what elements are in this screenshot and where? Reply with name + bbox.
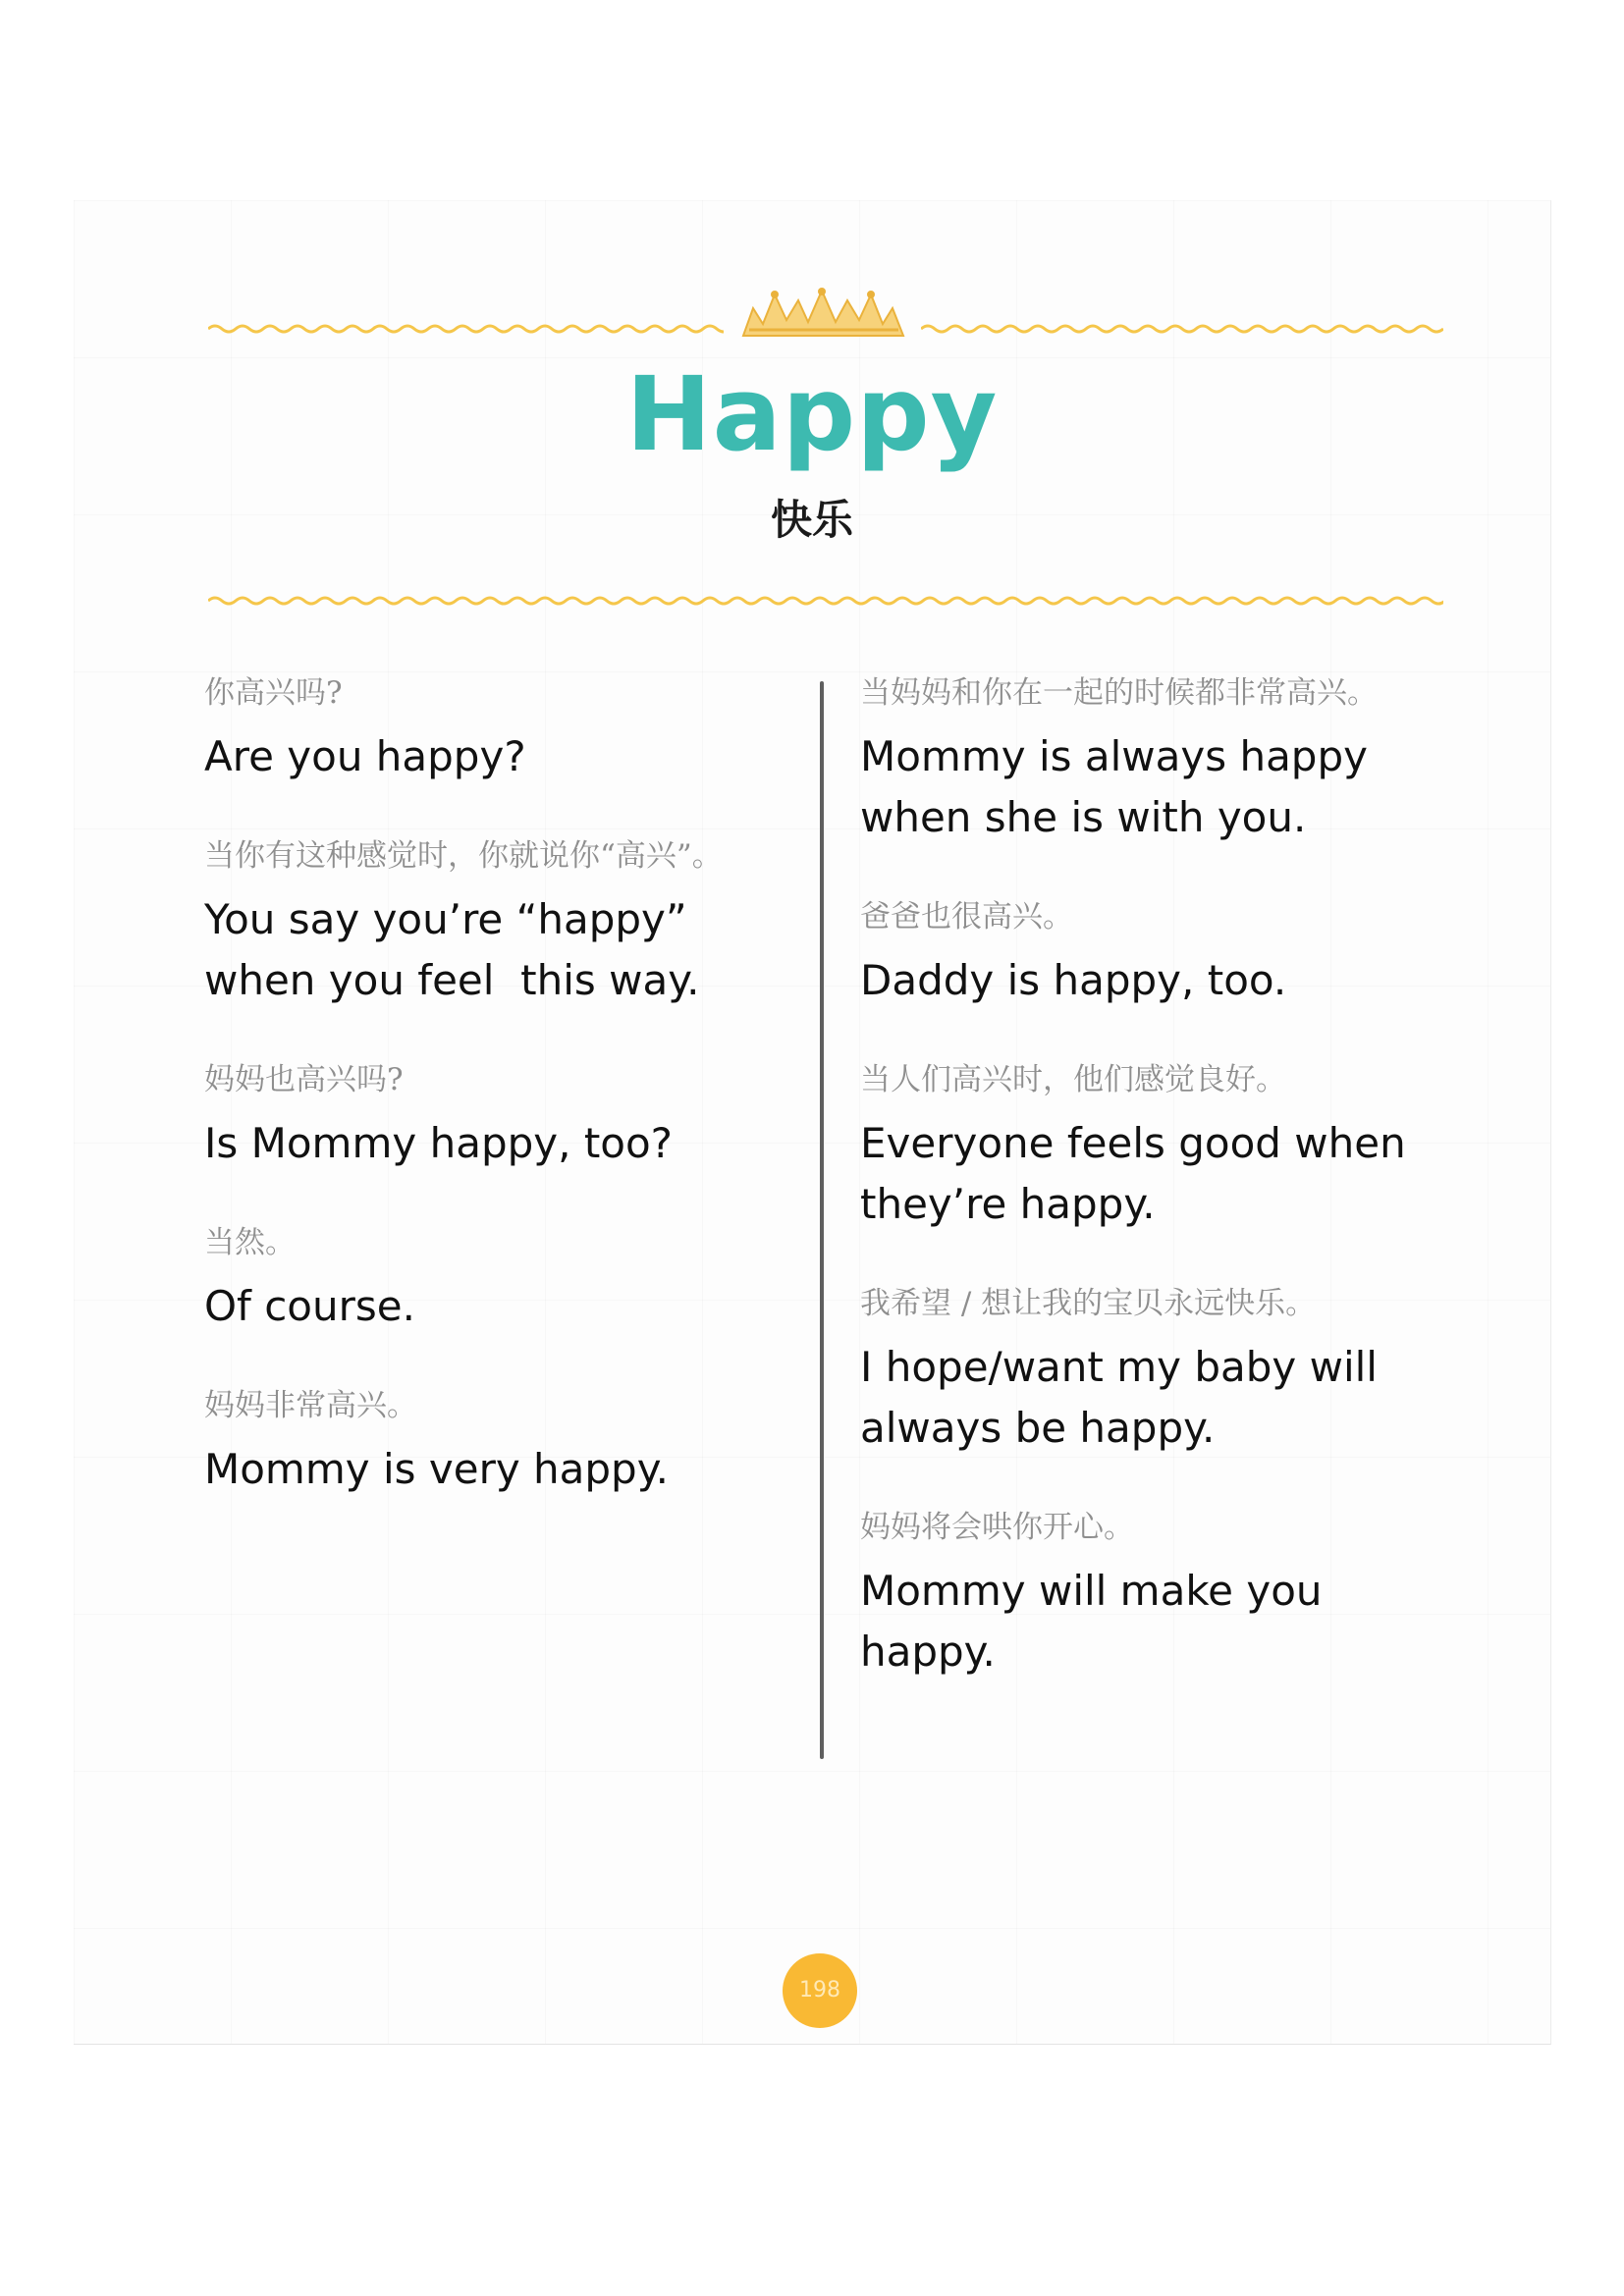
english-phrase: Mommy will make you happy. [860, 1567, 1323, 1676]
chinese-phrase: 当你有这种感觉时，你就说你“高兴”。 [204, 838, 723, 874]
left-column [204, 671, 803, 1500]
chinese-phrase: 妈妈非常高兴。 [204, 1388, 417, 1423]
english-phrase: You say you’re “happy” when you feel this way. [204, 895, 701, 1004]
english-phrase: I hope/want my baby will always be happy. [860, 1343, 1378, 1452]
page-title: Happy [625, 354, 999, 474]
phrase-entry [204, 1058, 803, 1174]
page-number-badge: 198 [783, 1953, 857, 2028]
right-column [860, 671, 1449, 1682]
english-phrase: Are you happy? [204, 732, 526, 780]
top-right-wavy-rule [921, 320, 1443, 338]
header-bottom-wavy-rule [208, 592, 1443, 610]
english-phrase: Of course. [204, 1282, 415, 1330]
phrase-entry [860, 1506, 1449, 1682]
phrase-entry [204, 834, 803, 1011]
phrase-entry [860, 895, 1449, 1011]
chinese-phrase: 我希望 / 想让我的宝贝永远快乐。 [860, 1286, 1317, 1321]
chinese-phrase: 当然。 [204, 1225, 296, 1260]
top-left-wavy-rule [208, 320, 724, 338]
english-phrase: Is Mommy happy, too? [204, 1119, 673, 1167]
phrase-entry [860, 1282, 1449, 1459]
english-phrase: Everyone feels good when they’re happy. [860, 1119, 1406, 1228]
english-phrase: Mommy is always happy when she is with you. [860, 732, 1368, 841]
chinese-phrase: 你高兴吗? [204, 675, 343, 711]
chinese-phrase: 当人们高兴时，他们感觉良好。 [860, 1062, 1286, 1097]
phrase-entry [204, 671, 803, 787]
english-phrase: Mommy is very happy. [204, 1445, 669, 1493]
phrase-entry [204, 1221, 803, 1337]
column-divider [820, 681, 824, 1759]
chinese-phrase: 爸爸也很高兴。 [860, 899, 1073, 934]
english-phrase: Daddy is happy, too. [860, 956, 1287, 1004]
chinese-phrase: 妈妈将会哄你开心。 [860, 1510, 1134, 1545]
chinese-phrase: 当妈妈和你在一起的时候都非常高兴。 [860, 675, 1378, 711]
phrase-entry [860, 671, 1449, 848]
phrase-entry [860, 1058, 1449, 1235]
phrase-entry [204, 1384, 803, 1500]
page-subtitle: 快乐 [770, 496, 853, 544]
chinese-phrase: 妈妈也高兴吗? [204, 1062, 404, 1097]
crown-icon [741, 287, 905, 338]
